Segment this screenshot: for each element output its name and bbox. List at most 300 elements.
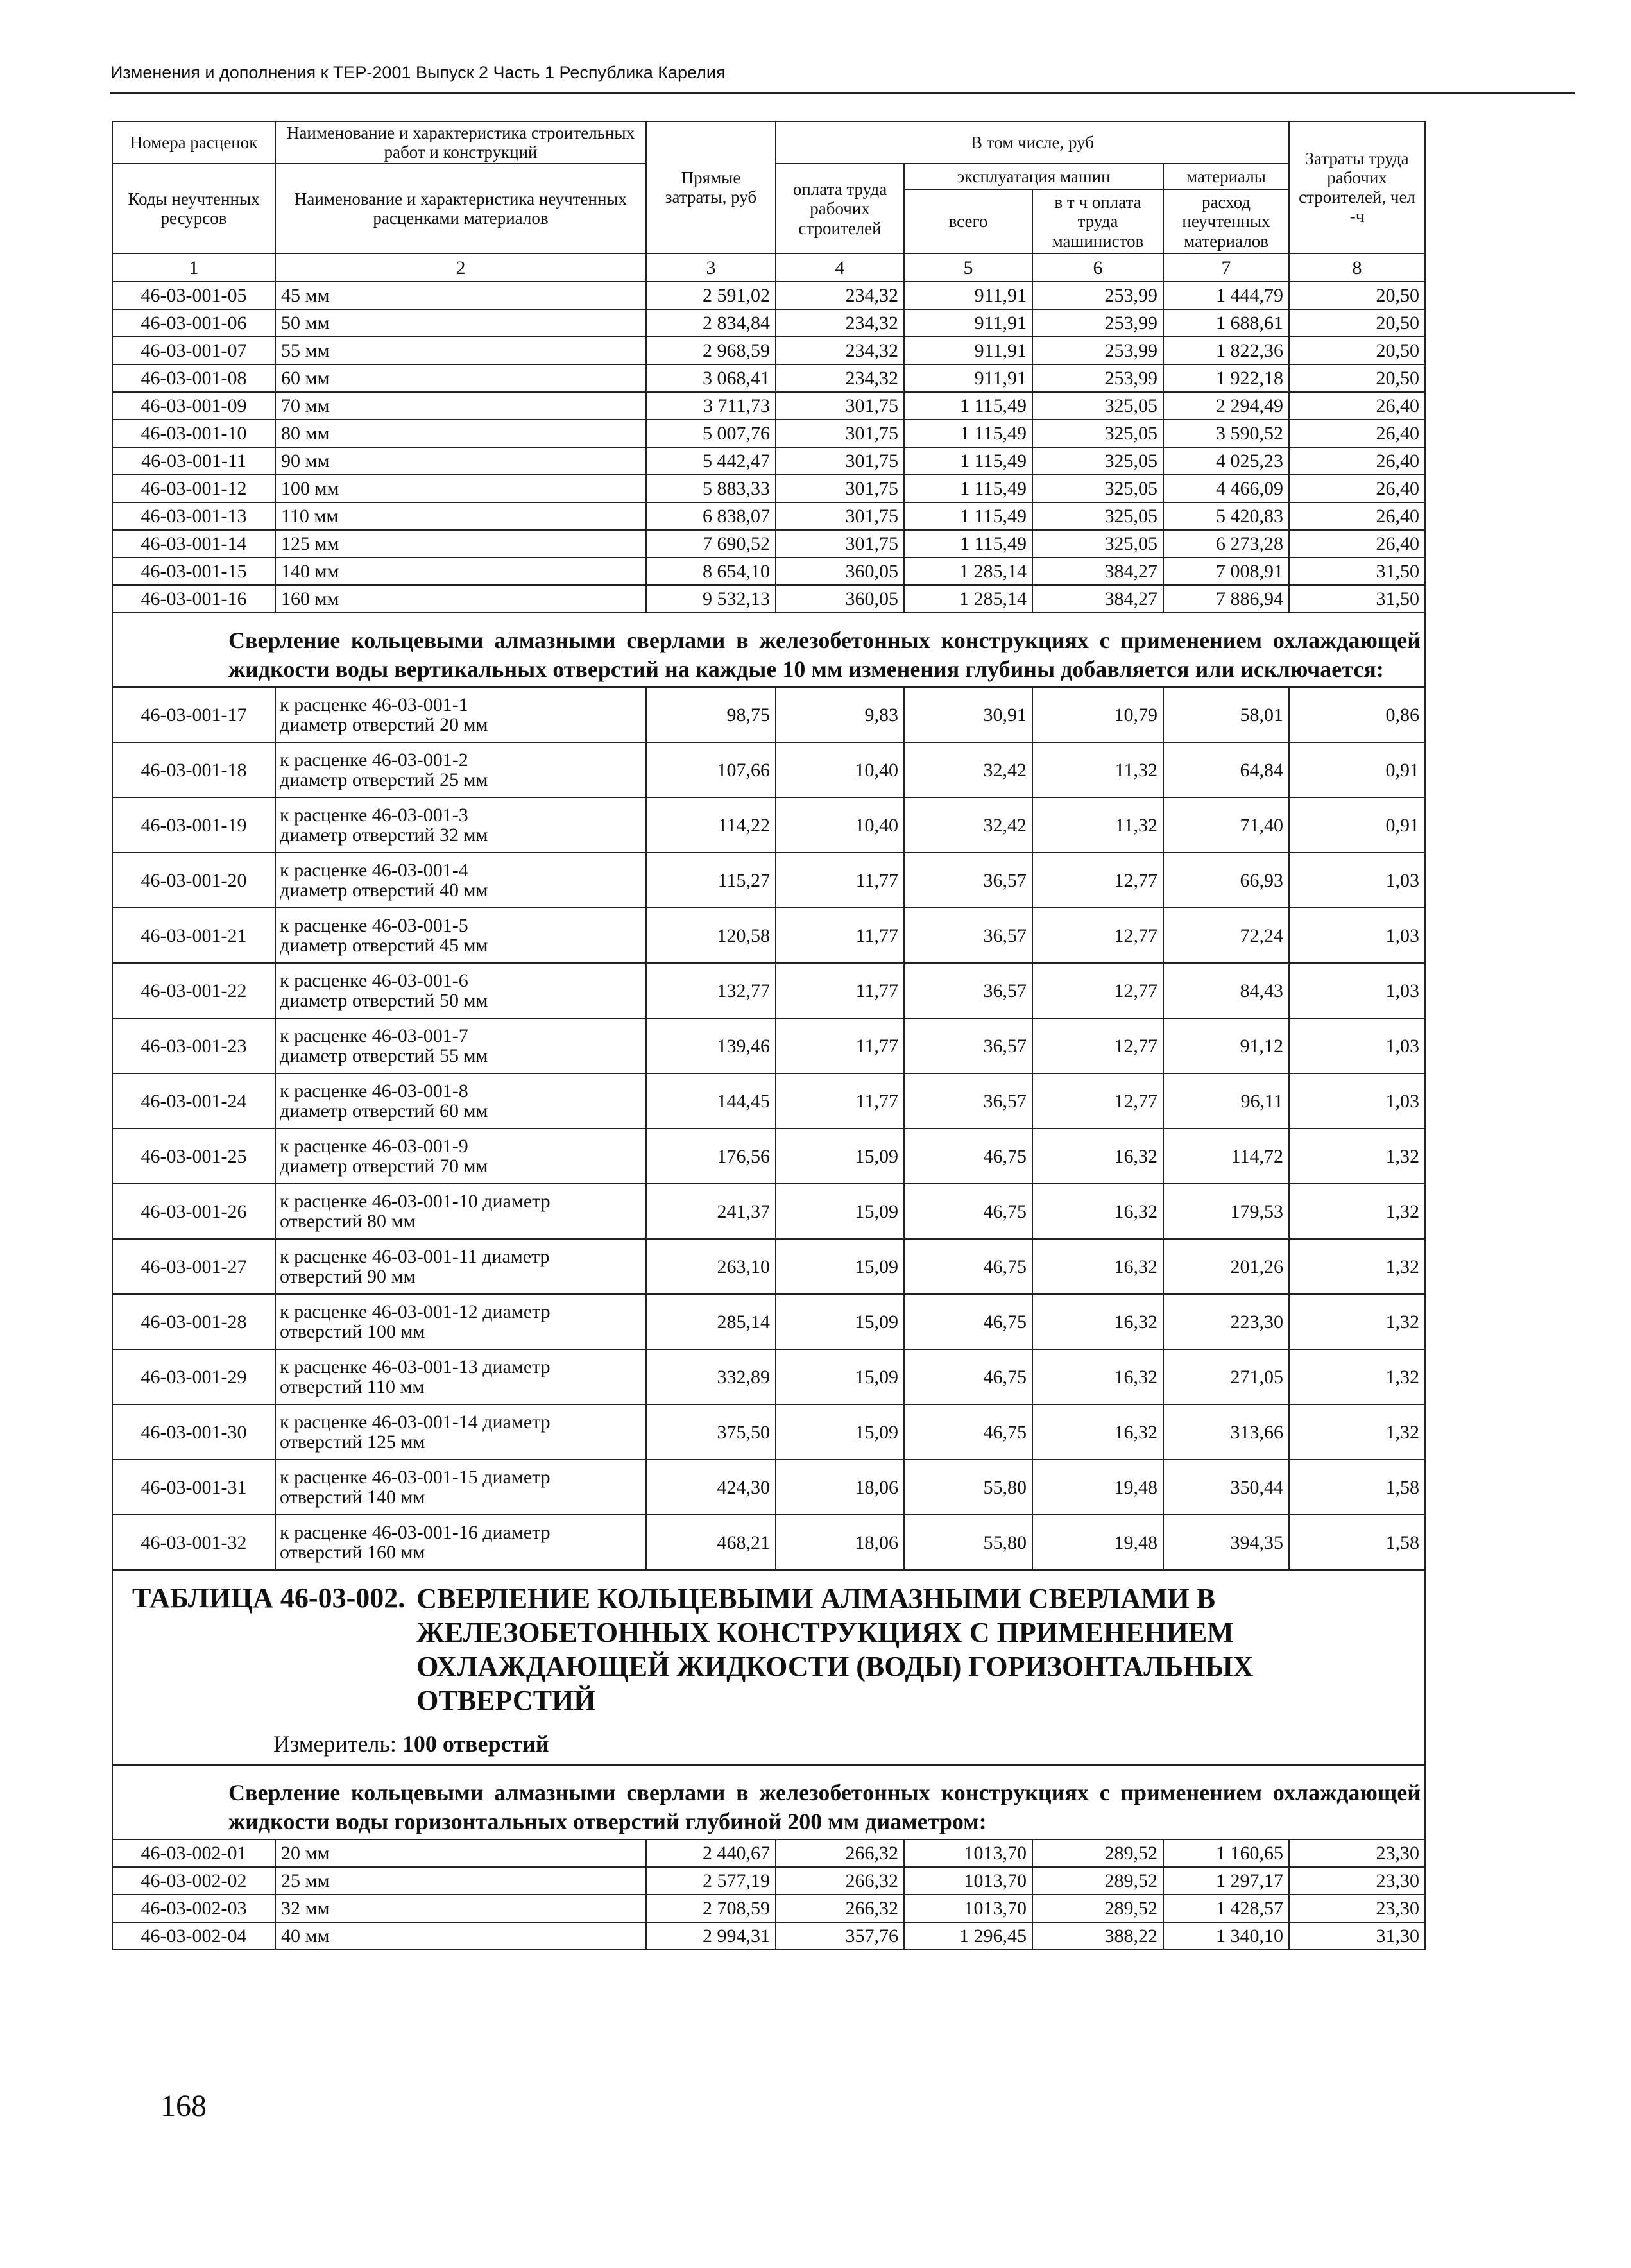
labor-pay: 360,05 [776, 558, 904, 585]
labor-hours: 20,50 [1289, 282, 1425, 309]
material-cost: 58,01 [1163, 687, 1289, 742]
table-row [112, 1294, 1425, 1349]
machinist-pay: 12,77 [1032, 853, 1163, 908]
material-cost: 96,11 [1163, 1073, 1289, 1129]
rows-depth [112, 687, 1425, 1570]
material-cost: 7 008,91 [1163, 558, 1289, 585]
rate-name: 50 мм [275, 309, 646, 337]
rate-code: 46-03-001-18 [112, 742, 275, 797]
material-cost: 394,35 [1163, 1515, 1289, 1570]
machine-cost: 55,80 [904, 1515, 1032, 1570]
rate-code: 46-03-001-15 [112, 558, 275, 585]
machine-cost: 36,57 [904, 1018, 1032, 1073]
col-including: В том числе, руб [776, 121, 1289, 164]
labor-hours: 1,32 [1289, 1129, 1425, 1184]
machinist-pay: 289,52 [1032, 1839, 1163, 1867]
table-row [112, 585, 1425, 613]
rate-name [275, 1073, 646, 1129]
labor-hours: 31,50 [1289, 585, 1425, 613]
section-horizontal [112, 1765, 1425, 1839]
material-cost: 4 466,09 [1163, 475, 1289, 502]
direct-cost: 2 440,67 [646, 1839, 776, 1867]
direct-cost: 2 968,59 [646, 337, 776, 364]
labor-pay: 11,77 [776, 1018, 904, 1073]
rate-diameter: отверстий 90 мм [280, 1266, 416, 1288]
table2-heading [112, 1570, 1425, 1765]
labor-hours: 1,58 [1289, 1460, 1425, 1515]
machine-cost: 1 115,49 [904, 530, 1032, 558]
direct-cost: 115,27 [646, 853, 776, 908]
col-direct-costs: Прямые затраты, руб [646, 121, 776, 253]
direct-cost: 5 442,47 [646, 447, 776, 475]
col-index: 7 [1163, 253, 1289, 282]
rate-ref: к расценке 46-03-001-4 [280, 859, 468, 881]
rate-code: 46-03-001-24 [112, 1073, 275, 1129]
col-labor-hours: Затраты труда рабочих строителей, чел -ч [1289, 121, 1425, 253]
col-labor-pay: оплата труда рабочих строителей [776, 164, 904, 253]
table-row [112, 1129, 1425, 1184]
rate-name [275, 797, 646, 853]
rates-sheet [112, 121, 1424, 1950]
table-row [112, 364, 1425, 392]
labor-hours: 26,40 [1289, 502, 1425, 530]
machine-cost: 46,75 [904, 1129, 1032, 1184]
rate-name: 80 мм [275, 420, 646, 447]
labor-pay: 301,75 [776, 447, 904, 475]
section-heading: Сверление кольцевыми алмазными сверлами в железобетонных конструкциях с применением охлаждающей жидкости воды вертикальных отверстий на каждые 10 мм изменения глубины добавляется или исключается: [112, 613, 1425, 687]
table-row [112, 1867, 1425, 1895]
rate-code: 46-03-001-05 [112, 282, 275, 309]
machine-cost: 46,75 [904, 1184, 1032, 1239]
machinist-pay: 384,27 [1032, 585, 1163, 613]
machinist-pay: 11,32 [1032, 742, 1163, 797]
machinist-pay: 12,77 [1032, 963, 1163, 1018]
direct-cost: 176,56 [646, 1129, 776, 1184]
labor-pay: 266,32 [776, 1839, 904, 1867]
direct-cost: 3 068,41 [646, 364, 776, 392]
table-row [112, 475, 1425, 502]
machine-cost: 1013,70 [904, 1839, 1032, 1867]
header-rule [110, 92, 1575, 94]
material-cost: 1 822,36 [1163, 337, 1289, 364]
table-row [112, 502, 1425, 530]
table-row [112, 1839, 1425, 1867]
labor-hours: 1,03 [1289, 963, 1425, 1018]
rate-diameter: отверстий 100 мм [280, 1321, 425, 1343]
rate-name [275, 853, 646, 908]
labor-pay: 301,75 [776, 392, 904, 420]
col-machine-operation: эксплуатация машин [904, 164, 1163, 189]
direct-cost: 263,10 [646, 1239, 776, 1294]
material-cost: 7 886,94 [1163, 585, 1289, 613]
direct-cost: 285,14 [646, 1294, 776, 1349]
rate-code: 46-03-002-03 [112, 1895, 275, 1922]
table-row [112, 392, 1425, 420]
rate-ref: к расценке 46-03-001-10 диаметр [280, 1190, 551, 1212]
machinist-pay: 253,99 [1032, 282, 1163, 309]
machine-cost: 1 285,14 [904, 558, 1032, 585]
machinist-pay: 325,05 [1032, 530, 1163, 558]
rate-name: 100 мм [275, 475, 646, 502]
labor-pay: 10,40 [776, 742, 904, 797]
rate-name: 160 мм [275, 585, 646, 613]
rate-diameter: диаметр отверстий 20 мм [280, 714, 488, 736]
col-work-name: Наименование и характеристика строительных работ и конструкций [275, 121, 646, 164]
labor-hours: 23,30 [1289, 1867, 1425, 1895]
rate-diameter: диаметр отверстий 32 мм [280, 824, 488, 846]
direct-cost: 139,46 [646, 1018, 776, 1073]
labor-pay: 301,75 [776, 530, 904, 558]
table-row [112, 1515, 1425, 1570]
labor-pay: 301,75 [776, 502, 904, 530]
rate-name [275, 687, 646, 742]
labor-hours: 20,50 [1289, 337, 1425, 364]
rate-ref: к расценке 46-03-001-15 диаметр [280, 1466, 551, 1488]
labor-pay: 11,77 [776, 908, 904, 963]
section-heading: Сверление кольцевыми алмазными сверлами в железобетонных конструкциях с применением охлаждающей жидкости воды горизонтальных отверстий глубиной 200 мм диаметром: [112, 1765, 1425, 1839]
labor-pay: 15,09 [776, 1349, 904, 1404]
table-row [112, 963, 1425, 1018]
rate-name: 60 мм [275, 364, 646, 392]
rate-code: 46-03-001-16 [112, 585, 275, 613]
measure-value: 100 отверстий [402, 1730, 549, 1757]
labor-hours: 1,03 [1289, 908, 1425, 963]
rate-code: 46-03-001-26 [112, 1184, 275, 1239]
labor-hours: 23,30 [1289, 1839, 1425, 1867]
material-cost: 114,72 [1163, 1129, 1289, 1184]
labor-hours: 20,50 [1289, 309, 1425, 337]
labor-pay: 15,09 [776, 1129, 904, 1184]
labor-pay: 18,06 [776, 1515, 904, 1570]
machinist-pay: 16,32 [1032, 1404, 1163, 1460]
machinist-pay: 11,32 [1032, 797, 1163, 853]
rate-diameter: отверстий 140 мм [280, 1487, 425, 1508]
direct-cost: 332,89 [646, 1349, 776, 1404]
labor-hours: 26,40 [1289, 475, 1425, 502]
rate-code: 46-03-002-01 [112, 1839, 275, 1867]
machinist-pay: 12,77 [1032, 1018, 1163, 1073]
rate-diameter: отверстий 80 мм [280, 1211, 416, 1232]
machinist-pay: 384,27 [1032, 558, 1163, 585]
table-row [112, 742, 1425, 797]
machine-cost: 1013,70 [904, 1895, 1032, 1922]
col-machine-total: всего [904, 189, 1032, 253]
machine-cost: 1013,70 [904, 1867, 1032, 1895]
machinist-pay: 12,77 [1032, 1073, 1163, 1129]
col-index: 3 [646, 253, 776, 282]
machinist-pay: 325,05 [1032, 392, 1163, 420]
direct-cost: 98,75 [646, 687, 776, 742]
direct-cost: 132,77 [646, 963, 776, 1018]
rate-code: 46-03-001-11 [112, 447, 275, 475]
material-cost: 271,05 [1163, 1349, 1289, 1404]
rate-ref: к расценке 46-03-001-1 [280, 694, 468, 715]
labor-pay: 266,32 [776, 1867, 904, 1895]
labor-pay: 301,75 [776, 420, 904, 447]
col-index: 1 [112, 253, 275, 282]
labor-hours: 26,40 [1289, 447, 1425, 475]
table-row [112, 447, 1425, 475]
machinist-pay: 325,05 [1032, 420, 1163, 447]
rate-code: 46-03-001-08 [112, 364, 275, 392]
table-row [112, 1349, 1425, 1404]
rate-ref: к расценке 46-03-001-3 [280, 804, 468, 826]
machine-cost: 46,75 [904, 1294, 1032, 1349]
machinist-pay: 388,22 [1032, 1922, 1163, 1950]
rate-ref: к расценке 46-03-001-7 [280, 1025, 468, 1046]
direct-cost: 120,58 [646, 908, 776, 963]
direct-cost: 7 690,52 [646, 530, 776, 558]
rate-code: 46-03-001-17 [112, 687, 275, 742]
table2-title-text: СВЕРЛЕНИЕ КОЛЬЦЕВЫМИ АЛМАЗНЫМИ СВЕРЛАМИ В ЖЕЛЕЗОБЕТОННЫХ КОНСТРУКЦИЯХ С ПРИМЕНЕНИЕМ ОХЛАЖДАЮЩЕЙ ЖИДКОСТИ (ВОДЫ) ГОРИЗОНТАЛЬНЫХ ОТВЕРСТИЙ [416, 1583, 1254, 1716]
rate-code: 46-03-001-14 [112, 530, 275, 558]
material-cost: 350,44 [1163, 1460, 1289, 1515]
machine-cost: 46,75 [904, 1239, 1032, 1294]
rate-code: 46-03-001-25 [112, 1129, 275, 1184]
material-cost: 64,84 [1163, 742, 1289, 797]
rate-name: 25 мм [275, 1867, 646, 1895]
rate-name [275, 1460, 646, 1515]
rate-diameter: отверстий 125 мм [280, 1431, 425, 1453]
labor-hours: 1,03 [1289, 1073, 1425, 1129]
rate-ref: к расценке 46-03-001-9 [280, 1135, 468, 1157]
rate-name: 20 мм [275, 1839, 646, 1867]
direct-cost: 3 711,73 [646, 392, 776, 420]
machine-cost: 32,42 [904, 742, 1032, 797]
labor-hours: 0,91 [1289, 797, 1425, 853]
rate-diameter: диаметр отверстий 50 мм [280, 990, 488, 1012]
machinist-pay: 325,05 [1032, 475, 1163, 502]
material-cost: 4 025,23 [1163, 447, 1289, 475]
rate-diameter: отверстий 110 мм [280, 1376, 425, 1398]
col-index: 6 [1032, 253, 1163, 282]
material-cost: 2 294,49 [1163, 392, 1289, 420]
rate-ref: к расценке 46-03-001-12 диаметр [280, 1300, 551, 1322]
labor-pay: 10,40 [776, 797, 904, 853]
table2-title [132, 1582, 1421, 1718]
material-cost: 5 420,83 [1163, 502, 1289, 530]
rate-name [275, 1129, 646, 1184]
rate-name [275, 908, 646, 963]
rate-code: 46-03-001-23 [112, 1018, 275, 1073]
direct-cost: 468,21 [646, 1515, 776, 1570]
machinist-pay: 325,05 [1032, 447, 1163, 475]
rate-code: 46-03-001-06 [112, 309, 275, 337]
labor-pay: 301,75 [776, 475, 904, 502]
machine-cost: 36,57 [904, 853, 1032, 908]
running-head: Изменения и дополнения к ТЕР-2001 Выпуск 2 Часть 1 Республика Карелия [110, 63, 726, 82]
direct-cost: 2 834,84 [646, 309, 776, 337]
table-row [112, 1922, 1425, 1950]
table-row [112, 282, 1425, 309]
labor-pay: 15,09 [776, 1184, 904, 1239]
material-cost: 3 590,52 [1163, 420, 1289, 447]
material-cost: 6 273,28 [1163, 530, 1289, 558]
direct-cost: 9 532,13 [646, 585, 776, 613]
material-cost: 1 688,61 [1163, 309, 1289, 337]
machine-cost: 911,91 [904, 364, 1032, 392]
labor-hours: 20,50 [1289, 364, 1425, 392]
rate-code: 46-03-001-31 [112, 1460, 275, 1515]
material-cost: 1 297,17 [1163, 1867, 1289, 1895]
col-rate-numbers: Номера расценок [112, 121, 275, 164]
machinist-pay: 253,99 [1032, 337, 1163, 364]
rate-code: 46-03-001-22 [112, 963, 275, 1018]
machine-cost: 46,75 [904, 1404, 1032, 1460]
rate-ref: к расценке 46-03-001-5 [280, 914, 468, 936]
machinist-pay: 289,52 [1032, 1867, 1163, 1895]
material-cost: 91,12 [1163, 1018, 1289, 1073]
material-cost: 1 444,79 [1163, 282, 1289, 309]
labor-pay: 234,32 [776, 309, 904, 337]
labor-pay: 15,09 [776, 1404, 904, 1460]
machinist-pay: 16,32 [1032, 1294, 1163, 1349]
rate-ref: к расценке 46-03-001-8 [280, 1080, 468, 1102]
rate-diameter: диаметр отверстий 25 мм [280, 769, 488, 791]
col-index: 4 [776, 253, 904, 282]
table-row [112, 1460, 1425, 1515]
col-index: 5 [904, 253, 1032, 282]
machine-cost: 46,75 [904, 1349, 1032, 1404]
machinist-pay: 16,32 [1032, 1129, 1163, 1184]
col-material-name: Наименование и характеристика неучтенных расценками материалов [275, 164, 646, 253]
direct-cost: 424,30 [646, 1460, 776, 1515]
labor-hours: 23,30 [1289, 1895, 1425, 1922]
rows-top [112, 282, 1425, 613]
machinist-pay: 253,99 [1032, 364, 1163, 392]
machinist-pay: 19,48 [1032, 1460, 1163, 1515]
labor-pay: 9,83 [776, 687, 904, 742]
material-cost: 223,30 [1163, 1294, 1289, 1349]
machine-cost: 1 115,49 [904, 447, 1032, 475]
rate-diameter: диаметр отверстий 70 мм [280, 1155, 488, 1177]
machine-cost: 1 296,45 [904, 1922, 1032, 1950]
rate-code: 46-03-001-10 [112, 420, 275, 447]
machine-cost: 1 115,49 [904, 475, 1032, 502]
rate-code: 46-03-001-12 [112, 475, 275, 502]
machinist-pay: 16,32 [1032, 1349, 1163, 1404]
labor-pay: 11,77 [776, 963, 904, 1018]
labor-hours: 1,03 [1289, 853, 1425, 908]
labor-hours: 1,32 [1289, 1239, 1425, 1294]
rate-code: 46-03-001-19 [112, 797, 275, 853]
material-cost: 72,24 [1163, 908, 1289, 963]
machinist-pay: 325,05 [1032, 502, 1163, 530]
labor-pay: 234,32 [776, 364, 904, 392]
labor-hours: 1,32 [1289, 1184, 1425, 1239]
machine-cost: 1 115,49 [904, 392, 1032, 420]
col-index: 8 [1289, 253, 1425, 282]
rate-diameter: диаметр отверстий 60 мм [280, 1100, 488, 1122]
labor-pay: 15,09 [776, 1294, 904, 1349]
rate-code: 46-03-001-07 [112, 337, 275, 364]
labor-hours: 0,86 [1289, 687, 1425, 742]
labor-pay: 234,32 [776, 337, 904, 364]
rate-name [275, 963, 646, 1018]
material-cost: 84,43 [1163, 963, 1289, 1018]
rate-name: 45 мм [275, 282, 646, 309]
rate-ref: к расценке 46-03-001-6 [280, 969, 468, 991]
machine-cost: 1 285,14 [904, 585, 1032, 613]
direct-cost: 5 883,33 [646, 475, 776, 502]
table-row [112, 853, 1425, 908]
material-cost: 1 160,65 [1163, 1839, 1289, 1867]
direct-cost: 241,37 [646, 1184, 776, 1239]
direct-cost: 2 994,31 [646, 1922, 776, 1950]
section-vertical [112, 613, 1425, 687]
rate-code: 46-03-001-30 [112, 1404, 275, 1460]
rate-code: 46-03-001-13 [112, 502, 275, 530]
machine-cost: 36,57 [904, 908, 1032, 963]
machinist-pay: 19,48 [1032, 1515, 1163, 1570]
rate-name: 40 мм [275, 1922, 646, 1950]
labor-hours: 1,03 [1289, 1018, 1425, 1073]
rate-name: 90 мм [275, 447, 646, 475]
direct-cost: 2 577,19 [646, 1867, 776, 1895]
rate-ref: к расценке 46-03-001-11 диаметр [280, 1245, 550, 1267]
material-cost: 1 922,18 [1163, 364, 1289, 392]
direct-cost: 375,50 [646, 1404, 776, 1460]
rate-diameter: диаметр отверстий 45 мм [280, 935, 488, 957]
labor-hours: 26,40 [1289, 530, 1425, 558]
rate-code: 46-03-002-04 [112, 1922, 275, 1950]
rate-diameter: диаметр отверстий 40 мм [280, 880, 488, 901]
rate-diameter: диаметр отверстий 55 мм [280, 1045, 488, 1067]
machinist-pay: 10,79 [1032, 687, 1163, 742]
machine-cost: 911,91 [904, 309, 1032, 337]
material-cost: 201,26 [1163, 1239, 1289, 1294]
table-row [112, 1895, 1425, 1922]
direct-cost: 114,22 [646, 797, 776, 853]
table2-label: ТАБЛИЦА 46-03-002. [132, 1582, 406, 1614]
labor-pay: 11,77 [776, 853, 904, 908]
direct-cost: 2 708,59 [646, 1895, 776, 1922]
rows-table2 [112, 1839, 1425, 1950]
machine-cost: 1 115,49 [904, 502, 1032, 530]
material-cost: 1 428,57 [1163, 1895, 1289, 1922]
rate-name [275, 1294, 646, 1349]
table-row [112, 1018, 1425, 1073]
table-row [112, 908, 1425, 963]
table-row [112, 309, 1425, 337]
machine-cost: 32,42 [904, 797, 1032, 853]
rate-name [275, 1515, 646, 1570]
labor-pay: 15,09 [776, 1239, 904, 1294]
rate-ref: к расценке 46-03-001-2 [280, 749, 468, 771]
machinist-pay: 16,32 [1032, 1239, 1163, 1294]
machinist-pay: 12,77 [1032, 908, 1163, 963]
table-row [112, 337, 1425, 364]
machine-cost: 911,91 [904, 282, 1032, 309]
direct-cost: 8 654,10 [646, 558, 776, 585]
rate-name: 125 мм [275, 530, 646, 558]
material-cost: 313,66 [1163, 1404, 1289, 1460]
machinist-pay: 289,52 [1032, 1895, 1163, 1922]
machine-cost: 36,57 [904, 963, 1032, 1018]
labor-hours: 26,40 [1289, 420, 1425, 447]
direct-cost: 2 591,02 [646, 282, 776, 309]
labor-pay: 234,32 [776, 282, 904, 309]
rate-name [275, 742, 646, 797]
rate-diameter: отверстий 160 мм [280, 1542, 425, 1564]
machine-cost: 55,80 [904, 1460, 1032, 1515]
labor-pay: 266,32 [776, 1895, 904, 1922]
direct-cost: 144,45 [646, 1073, 776, 1129]
table-row [112, 687, 1425, 742]
rate-code: 46-03-002-02 [112, 1867, 275, 1895]
rate-ref: к расценке 46-03-001-13 диаметр [280, 1356, 551, 1377]
table-row [112, 797, 1425, 853]
